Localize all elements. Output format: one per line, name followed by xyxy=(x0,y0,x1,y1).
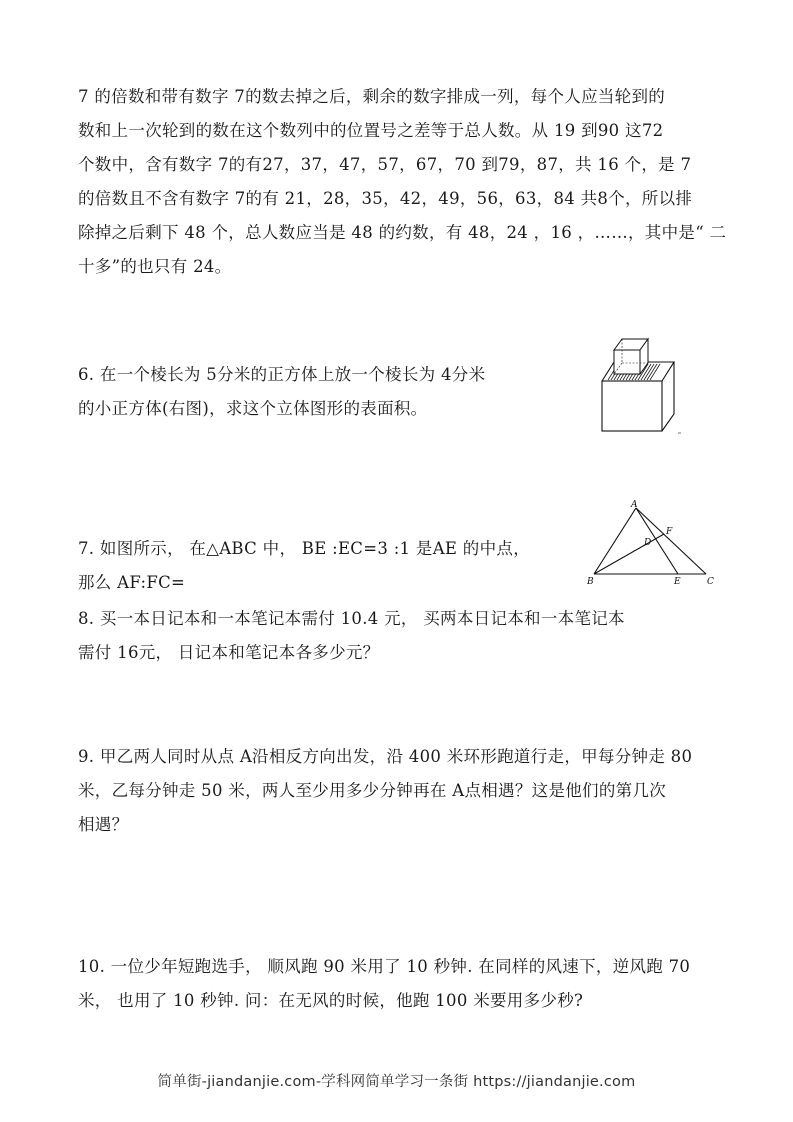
large-cube-front xyxy=(602,381,662,431)
page-footer: 简单街-jiandanjie.com-学科网简单学习一条街 https://jiandanjie.com xyxy=(157,1074,636,1090)
intro-line-4: 的倍数且不含有数字 7的有 21，28，35，42，49，56，63，84 共8个，所以排 xyxy=(78,189,693,208)
q8-line-1: 8. 买一本日记本和一本笔记本需付 10.4 元， 买两本日记本和一本笔记本 xyxy=(78,609,625,628)
q9-line-3: 相遇？ xyxy=(78,815,129,834)
label-f: F xyxy=(666,527,673,537)
q8-line-2: 需付 16元， 日记本和笔记本各多少元？ xyxy=(78,643,380,662)
side-ab xyxy=(594,508,636,574)
stacked-cubes-figure xyxy=(596,336,686,436)
q6-line-2: 的小正方体(右图)，求这个立体图形的表面积。 xyxy=(78,399,428,418)
small-cube-front xyxy=(614,350,640,374)
segment-bf xyxy=(594,534,664,574)
intro-line-6: 十多”的也只有 24。 xyxy=(78,257,232,276)
triangle-abc-figure xyxy=(586,498,720,588)
q9-line-2: 米，乙每分钟走 50 米，两人至少用多少分钟再在 A点相遇？这是他们的第几次 xyxy=(78,781,667,800)
label-e: E xyxy=(674,577,681,587)
intro-line-2: 数和上一次轮到的数在这个数列中的位置号之差等于总人数。从 19 到90 这72 xyxy=(78,121,664,140)
intro-line-3: 个数中，含有数字 7的有27，37，47，57，67，70 到79，87，共 16 个，是 7 xyxy=(78,155,692,174)
label-a: A xyxy=(631,500,638,510)
intro-line-5: 除掉之后剩下 48 个，总人数应当是 48 的约数，有 48，24 ，16 ，……，其中是“ 二 xyxy=(78,223,727,242)
intro-line-1: 7 的倍数和带有数字 7的数去掉之后，剩余的数字排成一列，每个人应当轮到的 xyxy=(78,87,666,106)
q7-line-2: 那么 AF:FC= xyxy=(78,573,186,592)
label-c: C xyxy=(707,577,714,587)
label-d: D xyxy=(644,538,652,548)
q10-line-1: 10. 一位少年短跑选手， 顺风跑 90 米用了 10 秒钟. 在同样的风速下，逆风跑 70 xyxy=(78,957,691,976)
q6-line-1: 6. 在一个棱长为 5分米的正方体上放一个棱长为 4分米 xyxy=(78,365,486,384)
q7-line-1: 7. 如图所示， 在△ABC 中， BE :EC=3 :1 是AE 的中点， xyxy=(78,539,531,558)
label-b: B xyxy=(587,577,594,587)
q9-line-1: 9. 甲乙两人同时从点 A沿相反方向出发，沿 400 米环形跑道行走，甲每分钟走 80 xyxy=(78,747,693,766)
q10-line-2: 米， 也用了 10 秒钟. 问：在无风的时候，他跑 100 米要用多少秒? xyxy=(78,991,584,1010)
